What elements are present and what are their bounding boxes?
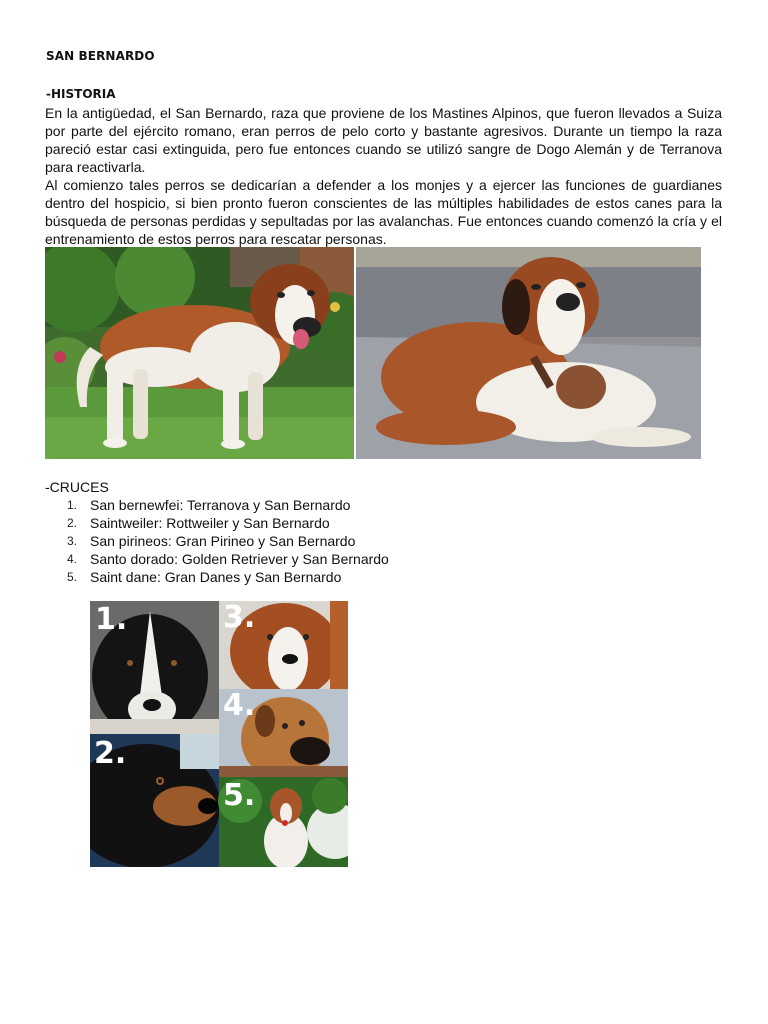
saint-bernard-lying-photo bbox=[356, 247, 701, 459]
cruces-heading: -CRUCES bbox=[45, 479, 109, 495]
collage-label-5: 5. bbox=[223, 778, 256, 813]
saint-bernard-standing-photo bbox=[45, 247, 354, 459]
historia-paragraph-2: Al comienzo tales perros se dedicarían a defender a los monjes y a ejercer las funciones de guardianes dentro del hospicio, si bien pronto fueron conscientes de las múltiples habilidades de estos canes para la búsqueda de personas perdidas y sepultadas por las avalanchas. Fue entonces cuando comenzó la cría y el entrenamiento de estos perros para rescatar personas. bbox=[45, 177, 722, 247]
collage-tile-1 bbox=[90, 601, 219, 738]
page-title: SAN BERNARDO bbox=[46, 49, 155, 63]
list-number: 2. bbox=[67, 516, 78, 530]
collage-label-1: 1. bbox=[95, 602, 128, 637]
list-number: 5. bbox=[67, 570, 78, 584]
crossbreed-collage bbox=[90, 601, 348, 867]
collage-tile-5 bbox=[218, 777, 348, 867]
historia-paragraph-1: En la antigüedad, el San Bernardo, raza que proviene de los Mastines Alpinos, que fueron llevados a Suiza por parte del ejército romano, eran perros de pelo corto y bastante agresivos. Durante un tiempo la raza pareció estar casi extinguida, pero fue entonces cuando se utilizó sangre de Dogo Alemán y de Terranova para reactivarla. bbox=[45, 105, 722, 175]
collage-label-2: 2. bbox=[94, 736, 127, 771]
list-text: Santo dorado: Golden Retriever y San Bernardo bbox=[90, 551, 389, 567]
list-text: Saintweiler: Rottweiler y San Bernardo bbox=[90, 515, 330, 531]
collage-tile-4 bbox=[219, 688, 348, 781]
list-text: San bernewfei: Terranova y San Bernardo bbox=[90, 497, 351, 513]
list-text: San pirineos: Gran Pirineo y San Bernardo bbox=[90, 533, 356, 549]
collage-label-4: 4. bbox=[223, 688, 256, 723]
collage-tile-3 bbox=[219, 601, 348, 699]
list-number: 3. bbox=[67, 534, 78, 548]
list-number: 4. bbox=[67, 552, 78, 566]
collage-tile-2 bbox=[90, 734, 220, 867]
list-number: 1. bbox=[67, 498, 78, 512]
list-text: Saint dane: Gran Danes y San Bernardo bbox=[90, 569, 342, 585]
collage-label-3: 3. bbox=[223, 601, 256, 635]
historia-heading: -HISTORIA bbox=[46, 87, 116, 101]
